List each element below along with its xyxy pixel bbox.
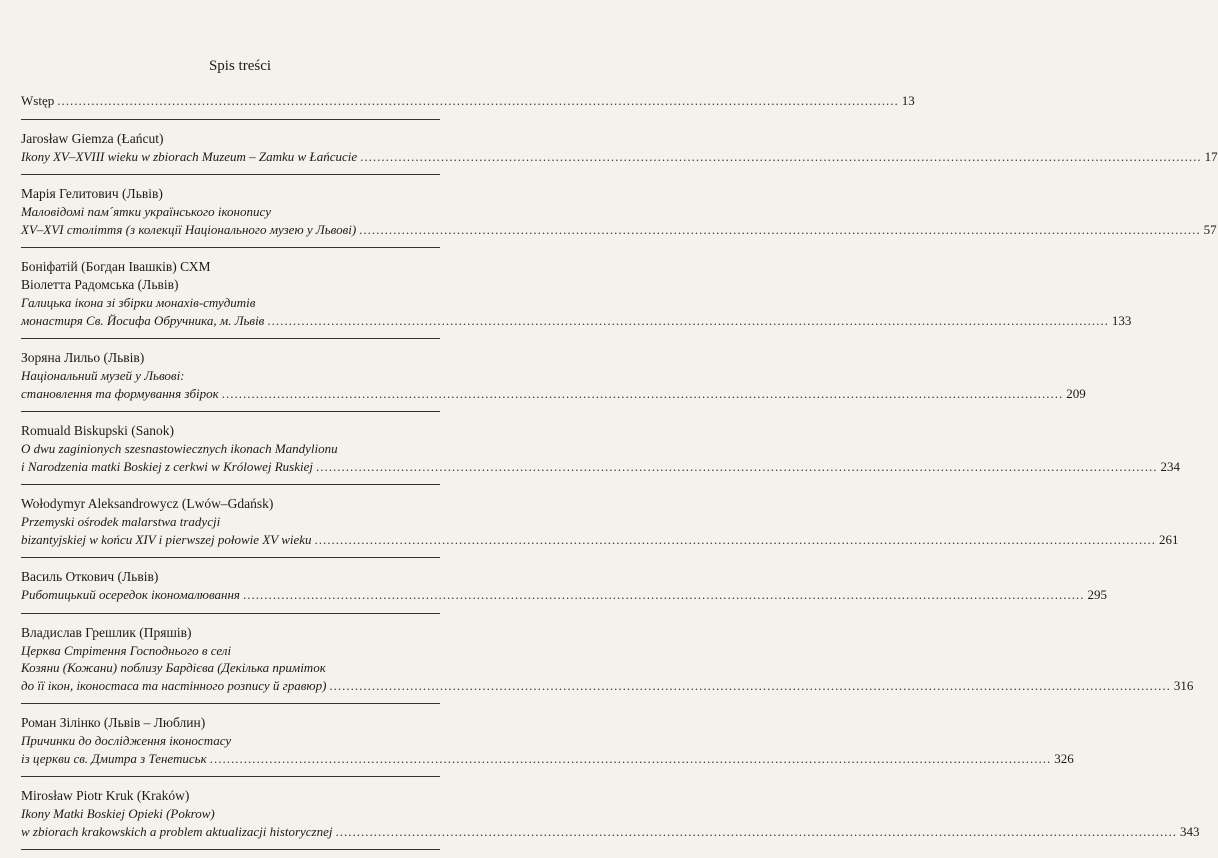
entry-title-line: Церква Стрітення Господнього в селі [21,642,232,658]
entry-author: Роман Зілінко (Львів – Люблин) [21,715,206,730]
dot-leader [332,823,1180,841]
entry-title: монастиря Св. Йосифа Обручника, м. Львів [21,312,265,328]
entry-author: Romuald Biskupski (Sanok) [21,423,175,438]
toc-entry-last-line [21,385,1086,403]
entry-author: Марія Гелитович (Львів) [21,186,163,201]
dot-leader [264,312,1112,330]
toc-entry[interactable] [21,566,1107,614]
entry-title: Ikony XV–XVIII wieku w zbiorach Muzeum – Zamku w Łańcucie [21,148,358,164]
entry-title: i Narodzenia matki Boskiej z cerkwi w Królowej Ruskiej [21,458,313,474]
toc-entry[interactable] [21,183,1217,248]
dot-leader [313,458,1161,476]
table-of-contents [21,90,1218,858]
entry-title: bizantyjskiej w końcu XIV i pierwszej połowie XV wieku [21,531,312,547]
entry-author: Василь Откович (Львів) [21,569,159,584]
entry-author: Віолетта Радомська (Львів) [21,277,179,292]
dot-leader [207,750,1055,768]
toc-entry-last-line [21,458,1180,476]
entry-title: Риботицький осередок ікономалювання [21,587,240,602]
entry-title-line: Ikony Matki Boskiej Opieki (Pokrow) [21,806,215,821]
toc-entry[interactable] [21,712,1074,777]
dot-leader [312,531,1160,549]
entry-title: становлення та формування збірок [21,385,219,401]
toc-entry-last-line [21,92,915,110]
toc-entry-last-line [21,823,1200,841]
page-number: 261 [1159,531,1179,547]
entry-title: XV–XVI століття (з колекції Національного музею у Львові) [21,221,357,237]
entry-title-line: Козяни (Кожани) поблизу Бардієва (Декілька приміток [21,660,326,675]
dot-leader [356,221,1204,239]
entry-author: Владислав Грешлик (Пряшів) [21,624,192,640]
toc-entry-last-line [21,750,1074,768]
toc-entry-last-line [21,531,1179,549]
toc-entry[interactable] [21,128,1218,176]
entry-author: Wołodymyr Aleksandrowycz (Lwów–Gdańsk) [21,496,274,511]
page-number: 209 [1066,385,1086,401]
page-number: 234 [1160,458,1180,474]
toc-entry[interactable] [21,347,1086,412]
toc-entry-last-line [21,221,1217,239]
entry-title: Wstęp [21,93,55,108]
page-number: 316 [1173,677,1194,693]
entry-title: до її ікон, іконостаса та настінного розпису й гравюр) [21,677,327,693]
page-number: 133 [1111,312,1132,328]
toc-entry[interactable] [21,90,915,120]
page-title: Spis treści [208,58,272,74]
dot-leader [240,586,1088,604]
toc-entry[interactable] [21,785,1200,850]
entry-title-line: O dwu zaginionych szesnastowiecznych ikonach Mandylionu [21,441,338,456]
entry-author: Jarosław Giemza (Łańcut) [21,130,164,146]
entry-title-line: Маловідомі пам´ятки українського іконопису [21,204,271,219]
toc-entry-last-line [21,312,1132,330]
page-number: 13 [901,93,915,108]
entry-title: w zbiorach krakowskich a problem aktualizacji historycznej [21,823,333,839]
page-number: 17 [1204,148,1218,164]
entry-author: Зоряна Лильо (Львів) [21,350,145,365]
entry-title: із церкви св. Дмитра з Тенетиськ [21,750,207,766]
toc-entry-last-line [21,148,1218,166]
dot-leader [54,92,902,110]
page-number: 326 [1054,750,1074,766]
page-number: 295 [1087,587,1107,602]
toc-entry-last-line [21,586,1107,604]
entry-title-line: Причинки до дослідження іконостасу [21,733,232,748]
toc-entry-last-line [21,677,1194,695]
entry-title-line: Галицька ікона зі збірки монахів-студитів [21,295,256,310]
entry-author: Mirosław Piotr Kruk (Kraków) [21,788,190,803]
dot-leader [357,148,1205,166]
entry-author: Боніфатій (Богдан Івашків) СХМ [21,259,211,274]
entry-title-line: Національний музей у Львові: [21,368,185,383]
page-number: 343 [1179,823,1200,839]
page-number: 57 [1203,221,1217,237]
toc-entry[interactable] [21,622,1194,705]
dot-leader [219,385,1067,403]
entry-title-line: Przemyski ośrodek malarstwa tradycji [21,514,221,529]
toc-entry[interactable] [21,493,1179,558]
toc-entry[interactable] [21,420,1180,485]
toc-entry[interactable] [21,256,1132,339]
dot-leader [326,677,1174,695]
